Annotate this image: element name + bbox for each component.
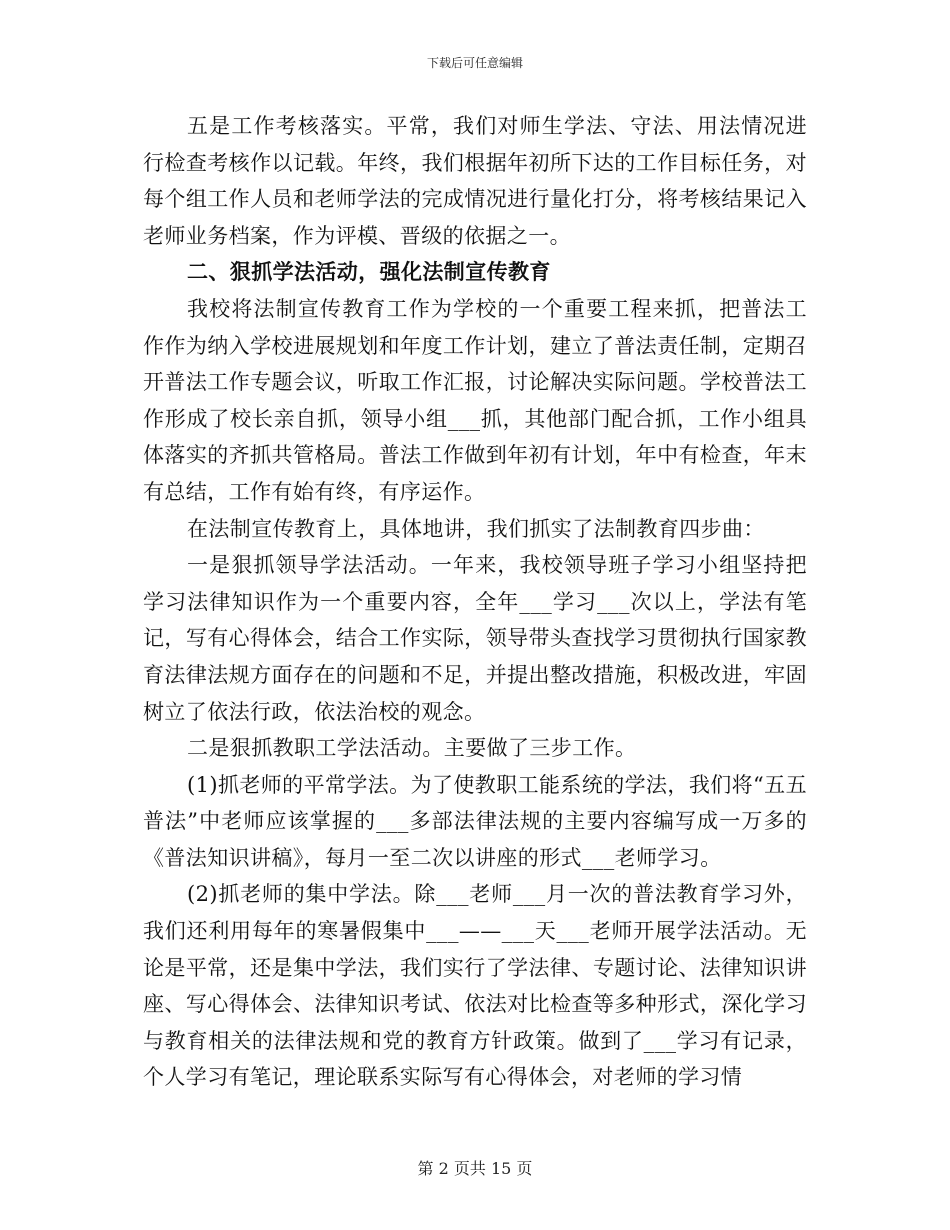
paragraph-staff-study: 二是狠抓教职工学法活动。主要做了三步工作。 [187, 736, 637, 761]
paragraph-work-assessment: 五是工作考核落实。平常，我们对师生学法、守法、用法情况进行检查考核作以记载。年终，我们根据年初所下达的工作目标任务，对每个组工作人员和老师学法的完成情况进行量化打分，将考核结果记入老师业务档案，作为评模、晋级的依据之一。 [143, 114, 807, 248]
paragraph-school-plan: 我校将法制宣传教育工作为学校的一个重要工程来抓，把普法工作作为纳入学校进展规划和年度工作计划，建立了普法责任制，定期召开普法工作专题会议，听取工作汇报，讨论解决实际问题。学校普法工作形成了校长亲自抓，领导小组___抓，其他部门配合抓，工作小组具体落实的齐抓共管格局。普法工作做到年初有计划，年中有检查，年末有总结，工作有始有终，有序运作。 [143, 296, 807, 504]
page-footer: 第 2 页共 15 页 [417, 1159, 533, 1178]
page-header: 下载后可任意编辑 [426, 56, 523, 70]
paragraph-four-steps-intro: 在法制宣传教育上，具体地讲，我们抓实了法制教育四步曲： [187, 516, 765, 541]
paragraph-regular-study: (1)抓老师的平常学法。为了使教职工能系统的学法，我们将“五五普法”中老师应该掌握的___多部法律法规的主要内容编写成一万多的《普法知识讲稿》，每月一至二次以讲座的形式___老师学习。 [143, 772, 807, 870]
paragraph-leadership-study: 一是狠抓领导学法活动。一年来，我校领导班子学习小组坚持把学习法律知识作为一个重要内容，全年___学习___次以上，学法有笔记，写有心得体会，结合工作实际，领导带头查找学习贯彻执行国家教育法律法规方面存在的问题和不足，并提出整改措施，积极改进，牢固树立了依法行政，依法治校的观念。 [143, 553, 807, 724]
document-body [143, 108, 807, 1096]
section-heading: 二、狠抓学法活动，强化法制宣传教育 [187, 259, 551, 285]
paragraph-concentrated-study: (2)抓老师的集中学法。除___老师___月一次的普法教育学习外，我们还利用每年的寒暑假集中___——___天___老师开展学法活动。无论是平常，还是集中学法，我们实行了学法律、专题讨论、法律知识讲座、写心得体会、法律知识考试、依法对比检查等多种形式，深化学习与教育相关的法律法规和党的教育方针政策。做到了___学习有记录，个人学习有笔记，理论联系实际写有心得体会，对老师的学习情 [143, 882, 807, 1090]
